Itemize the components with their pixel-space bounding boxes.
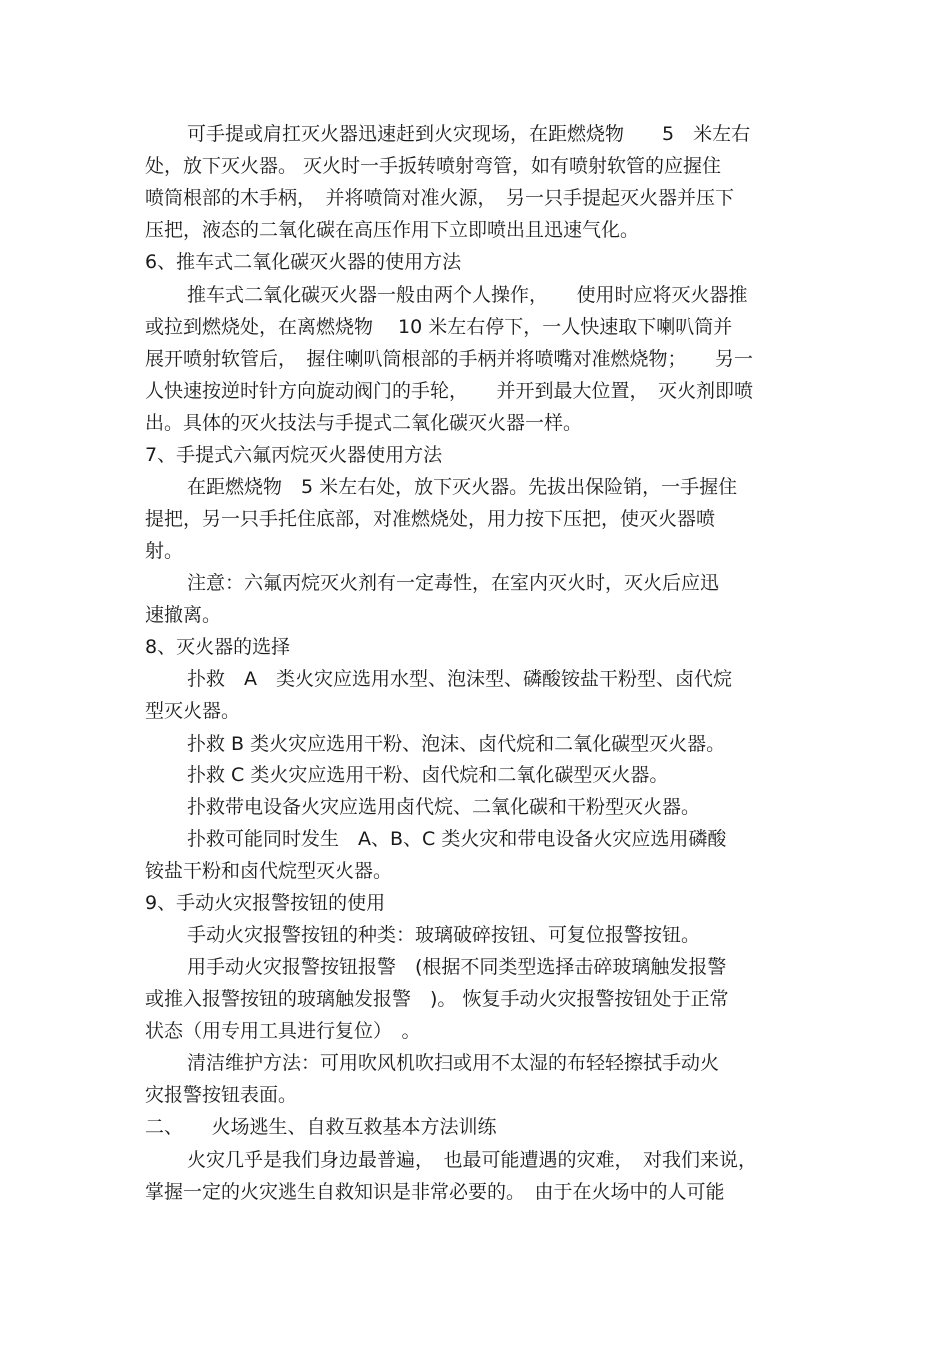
paragraph-line: 射。 — [145, 540, 184, 562]
paragraph-line: 速撤离。 — [145, 604, 222, 626]
paragraph-line: 清洁维护方法：可用吹风机吹扫或用不太湿的布轻轻擦拭手动火 — [187, 1052, 720, 1074]
section-heading: 9、手动火灾报警按钮的使用 — [145, 892, 386, 914]
paragraph-line: 提把，另一只手托住底部，对准燃烧处，用力按下压把，使灭火器喷 — [145, 508, 716, 530]
paragraph-line: 喷筒根部的木手柄， 并将喷筒对准火源， 另一只手提起灭火器并压下 — [145, 187, 735, 209]
paragraph-line: 可手提或肩扛灭火器迅速赶到火灾现场，在距燃烧物 5 米左右 — [187, 123, 751, 145]
paragraph-line: 扑救可能同时发生 A、B、C 类火灾和带电设备火灾应选用磷酸 — [187, 828, 727, 850]
section-heading: 7、手提式六氟丙烷灭火器使用方法 — [145, 444, 443, 466]
paragraph-line: 人快速按逆时针方向旋动阀门的手轮， 并开到最大位置， 灭火剂即喷 — [145, 380, 754, 402]
paragraph-line: 出。具体的灭火技法与手提式二氧化碳灭火器一样。 — [145, 412, 583, 434]
paragraph-line: 扑救 B 类火灾应选用干粉、泡沫、卤代烷和二氧化碳型灭火器。 — [187, 733, 726, 755]
paragraph-line: 压把，液态的二氧化碳在高压作用下立即喷出且迅速气化。 — [145, 219, 640, 241]
paragraph-line: 扑救 A 类火灾应选用水型、泡沫型、磷酸铵盐干粉型、卤代烷 — [187, 668, 732, 690]
paragraph-line: 扑救 C 类火灾应选用干粉、卤代烷和二氧化碳型灭火器。 — [187, 764, 669, 786]
paragraph-line: 状态（用专用工具进行复位） 。 — [145, 1020, 421, 1042]
paragraph-line: 或推入报警按钮的玻璃触发报警 )。 恢复手动火灾报警按钮处于正常 — [145, 988, 729, 1010]
paragraph-line: 在距燃烧物 5 米左右处，放下灭火器。先拔出保险销，一手握住 — [187, 476, 738, 498]
paragraph-line: 注意：六氟丙烷灭火剂有一定毒性，在室内灭火时，灭火后应迅 — [187, 572, 720, 594]
paragraph-line: 灾报警按钮表面。 — [145, 1084, 298, 1106]
paragraph-line: 火灾几乎是我们身边最普遍， 也最可能遭遇的灾难， 对我们来说， — [187, 1149, 758, 1171]
paragraph-line: 处，放下灭火器。 灭火时一手扳转喷射弯管，如有喷射软管的应握住 — [145, 155, 722, 177]
paragraph-line: 型灭火器。 — [145, 700, 241, 722]
section-heading: 6、推车式二氧化碳灭火器的使用方法 — [145, 251, 462, 273]
paragraph-line: 用手动火灾报警按钮报警 (根据不同类型选择击碎玻璃触发报警 — [187, 956, 727, 978]
paragraph-line: 扑救带电设备火灾应选用卤代烷、二氧化碳和干粉型灭火器。 — [187, 796, 701, 818]
paragraph-line: 推车式二氧化碳灭火器一般由两个人操作， 使用时应将灭火器推 — [187, 284, 748, 306]
paragraph-line: 掌握一定的火灾逃生自救知识是非常必要的。 由于在火场中的人可能 — [145, 1181, 725, 1203]
paragraph-line: 手动火灾报警按钮的种类：玻璃破碎按钮、可复位报警按钮。 — [187, 924, 701, 946]
paragraph-line: 铵盐干粉和卤代烷型灭火器。 — [145, 860, 393, 882]
paragraph-line: 展开喷射软管后， 握住喇叭筒根部的手柄并将喷嘴对准燃烧物； 另一 — [145, 348, 754, 370]
section-heading: 二、 火场逃生、自救互救基本方法训练 — [145, 1116, 497, 1138]
paragraph-line: 或拉到燃烧处，在离燃烧物 10 米左右停下，一人快速取下喇叭筒并 — [145, 316, 733, 338]
section-heading: 8、灭火器的选择 — [145, 636, 291, 658]
